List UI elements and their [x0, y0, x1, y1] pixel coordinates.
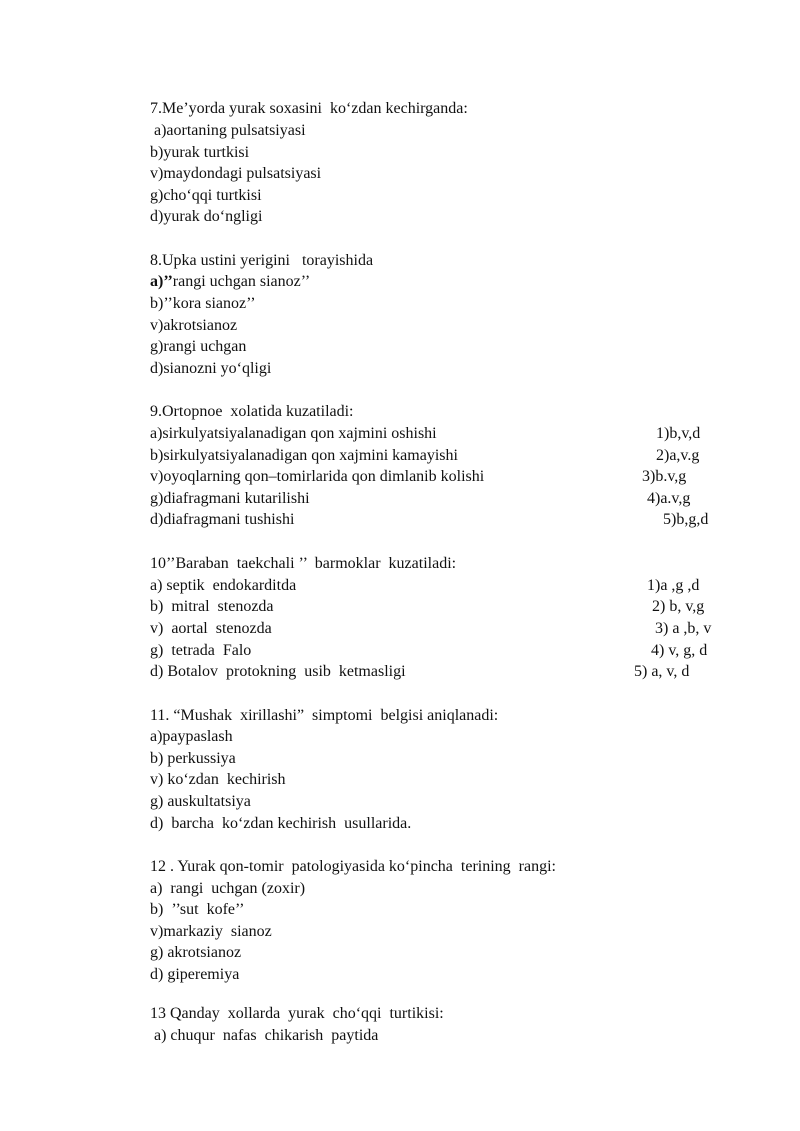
question-11: 11. “Mushak xirillashi” simptomi belgisi aniqlanadi:: [150, 707, 499, 724]
q9-option-g: g)diafragmani kutarilishi: [150, 490, 310, 507]
q9-option-a: a)sirkulyatsiyalanadigan qon xajmini oshishi: [150, 425, 437, 442]
q8-option-d: d)sianozni yo‘qligi: [150, 360, 272, 377]
q8-option-b: b)’’kora sianoz’’: [150, 295, 256, 312]
q10-answer-5: 5) a, v, d: [634, 663, 690, 680]
q10-option-a: a) septik endokarditda: [150, 577, 297, 594]
question-13: 13 Qanday xollarda yurak cho‘qqi turtikisi:: [150, 1005, 444, 1022]
q9-answer-4: 4)a.v,g: [647, 490, 691, 507]
q11-option-d: d) barcha ko‘zdan kechirish usullarida.: [150, 815, 412, 832]
q13-option-a: a) chuqur nafas chikarish paytida: [150, 1027, 379, 1044]
q9-answer-5: 5)b,g,d: [663, 511, 709, 528]
q10-answer-2: 2) b, v,g: [652, 598, 705, 615]
q8-option-a-text: rangi uchgan sianoz’’: [172, 273, 311, 290]
q11-option-b: b) perkussiya: [150, 750, 236, 767]
question-9: 9.Ortopnoe xolatida kuzatiladi:: [150, 403, 354, 420]
q8-option-g: g)rangi uchgan: [150, 338, 247, 355]
q10-answer-1: 1)a ,g ,d: [647, 577, 700, 594]
q7-option-v: v)maydondagi pulsatsiyasi: [150, 165, 322, 182]
q11-option-a: a)paypaslash: [150, 728, 233, 745]
q11-option-g: g) auskultatsiya: [150, 793, 251, 810]
q11-option-v: v) ko‘zdan kechirish: [150, 771, 286, 788]
q12-option-d: d) giperemiya: [150, 966, 240, 983]
q12-option-v: v)markaziy sianoz: [150, 923, 272, 940]
q12-option-b: b) ’’sut kofe’’: [150, 901, 245, 918]
q12-option-g: g) akrotsianoz: [150, 944, 242, 961]
q10-answer-3: 3) a ,b, v: [655, 620, 712, 637]
q8-option-a-prefix: a)’’: [150, 273, 173, 290]
question-10: 10’’Baraban taekchali ’’ barmoklar kuzatiladi:: [150, 555, 457, 572]
q9-option-v: v)oyoqlarning qon–tomirlarida qon dimlanib kolishi: [150, 468, 485, 485]
q7-option-b: b)yurak turtkisi: [150, 144, 250, 161]
q7-option-a: a)aortaning pulsatsiyasi: [150, 122, 306, 139]
q9-answer-3: 3)b.v,g: [642, 468, 687, 485]
question-12: 12 . Yurak qon-tomir patologiyasida ko‘pincha terining rangi:: [150, 858, 556, 875]
q9-answer-2: 2)a,v.g: [656, 447, 700, 464]
q8-option-v: v)akrotsianoz: [150, 317, 238, 334]
q7-option-g: g)cho‘qqi turtkisi: [150, 187, 262, 204]
q12-option-a: a) rangi uchgan (zoxir): [150, 880, 306, 897]
q9-option-b: b)sirkulyatsiyalanadigan qon xajmini kamayishi: [150, 447, 458, 464]
q9-option-d: d)diafragmani tushishi: [150, 511, 295, 528]
question-7: 7.Me’yorda yurak soxasini ko‘zdan kechirganda:: [150, 100, 468, 117]
q9-answer-1: 1)b,v,d: [656, 425, 701, 442]
q7-option-d: d)yurak do‘ngligi: [150, 208, 263, 225]
q8-option-a: [150, 271, 310, 293]
q10-option-g: g) tetrada Falo: [150, 642, 252, 659]
q10-option-v: v) aortal stenozda: [150, 620, 272, 637]
q10-option-b: b) mitral stenozda: [150, 598, 274, 615]
question-8: 8.Upka ustini yerigini torayishida: [150, 252, 374, 269]
q10-answer-4: 4) v, g, d: [651, 642, 708, 659]
q10-option-d: d) Botalov protokning usib ketmasligi: [150, 663, 406, 680]
